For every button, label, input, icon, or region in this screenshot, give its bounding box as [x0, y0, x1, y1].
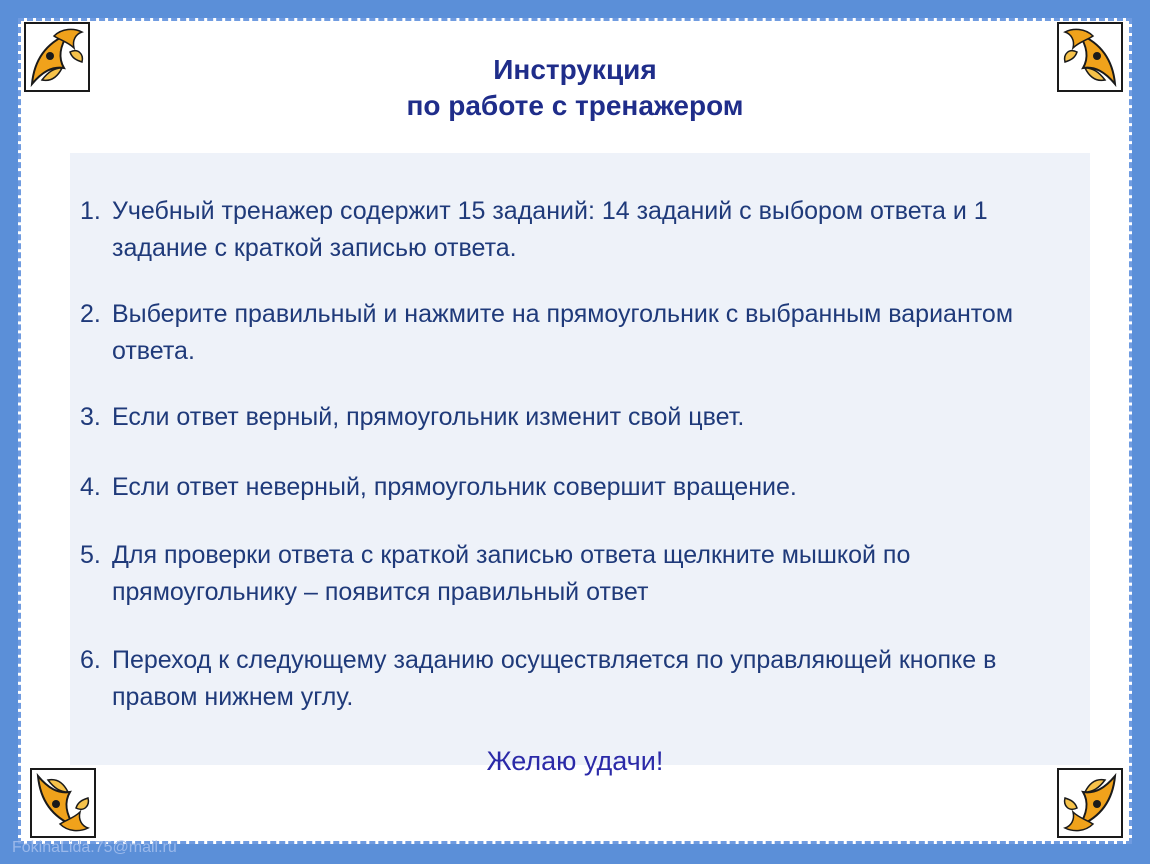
- item-number: 6.: [80, 646, 101, 674]
- item-text: Если ответ неверный, прямоугольник совершит вращение.: [112, 473, 797, 501]
- author-email: FokinaLida.75@mail.ru: [12, 839, 177, 856]
- item-number: 3.: [80, 403, 101, 431]
- slide-title: Инструкция: [493, 54, 657, 85]
- item-text: Переход к следующему заданию осуществляется по управляющей кнопке в правом нижнем углу.: [112, 646, 997, 711]
- slide-subtitle: по работе с тренажером: [406, 90, 744, 121]
- item-number: 5.: [80, 541, 101, 569]
- instruction-item: [80, 469, 1080, 506]
- floral-ornament-icon: [1057, 768, 1123, 838]
- closing-message: Желаю удачи!: [486, 746, 664, 776]
- item-number: 2.: [80, 300, 101, 328]
- instruction-item: [80, 642, 1080, 716]
- instruction-item: [80, 399, 1080, 436]
- item-text: Учебный тренажер содержит 15 заданий: 14 заданий с выбором ответа и 1 задание с краткой записью ответа.: [112, 197, 988, 262]
- floral-ornament-icon: [24, 22, 90, 92]
- item-number: 4.: [80, 473, 101, 501]
- item-text: Выберите правильный и нажмите на прямоугольник с выбранным вариантом ответа.: [112, 300, 1014, 365]
- instruction-item: [80, 537, 1080, 611]
- floral-ornament-icon: [30, 768, 96, 838]
- instruction-item: [80, 296, 1080, 370]
- floral-ornament-icon: [1057, 22, 1123, 92]
- instruction-item: [80, 193, 1080, 267]
- item-number: 1.: [80, 197, 101, 225]
- item-text: Если ответ верный, прямоугольник изменит свой цвет.: [112, 403, 745, 431]
- item-text: Для проверки ответа с краткой записью ответа щелкните мышкой по прямоугольнику – появится правильный ответ: [112, 541, 911, 606]
